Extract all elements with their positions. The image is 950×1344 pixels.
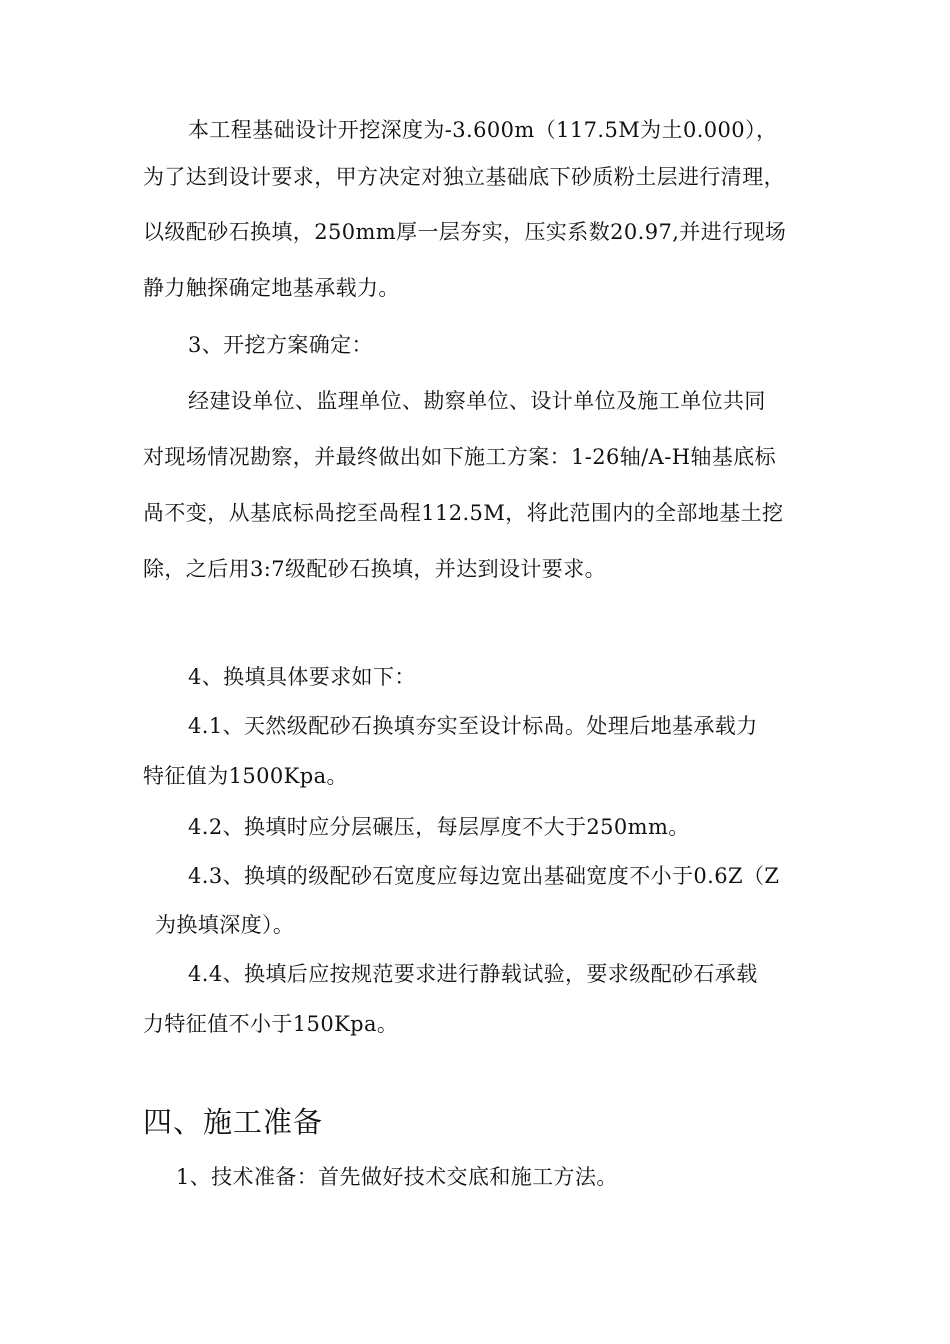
section-4-item-3-line-2: 为换填深度）。 <box>155 913 295 937</box>
paragraph-1-line-2: 为了达到设计要求，甲方决定对独立基础底下砂质粉土层进行清理， <box>143 165 785 189</box>
section-4-item-4-line-2: 力特征值不小于150Kpa。 <box>143 1012 399 1036</box>
section-4-title: 4、换填具体要求如下： <box>188 665 416 689</box>
section-3-line-1: 经建设单位、监理单位、勘察单位、设计单位及施工单位共同 <box>188 389 766 413</box>
paragraph-1-line-3: 以级配砂石换填，250mm厚一层夯实，压实系数20.97,并进行现场 <box>143 220 787 244</box>
paragraph-1-line-4: 静力触探确定地基承载力。 <box>143 276 400 300</box>
chapter-4-heading: 四、施工准备 <box>143 1105 324 1139</box>
chapter-4-item-1: 1、技术准备：首先做好技术交底和施工方法。 <box>176 1165 618 1189</box>
section-4-item-4-line-1: 4.4、换填后应按规范要求进行静载试验，要求级配砂石承载 <box>188 962 758 986</box>
section-4-item-1-line-2: 特征值为1500Kpa。 <box>143 764 348 788</box>
section-3-line-2: 对现场情况勘察，并最终做出如下施工方案：1-26轴/A-H轴基底标 <box>143 445 777 469</box>
section-4-item-2: 4.2、换填时应分层碾压，每层厚度不大于250mm。 <box>188 815 690 839</box>
section-4-item-3-line-1: 4.3、换填的级配砂石宽度应每边宽出基础宽度不小于0.6Z（Z <box>188 864 780 888</box>
section-3-line-4: 除，之后用3:7级配砂石换填，并达到设计要求。 <box>143 557 606 581</box>
section-3-title: 3、开挖方案确定： <box>188 333 373 357</box>
paragraph-1-line-1: 本工程基础设计开挖深度为-3.600m（117.5M为土0.000）， <box>188 118 778 142</box>
section-3-line-3: 咼不变，从基底标咼挖至咼程112.5M，将此范围内的全部地基土挖 <box>143 501 784 525</box>
section-4-item-1-line-1: 4.1、天然级配砂石换填夯实至设计标咼。处理后地基承载力 <box>188 714 758 738</box>
